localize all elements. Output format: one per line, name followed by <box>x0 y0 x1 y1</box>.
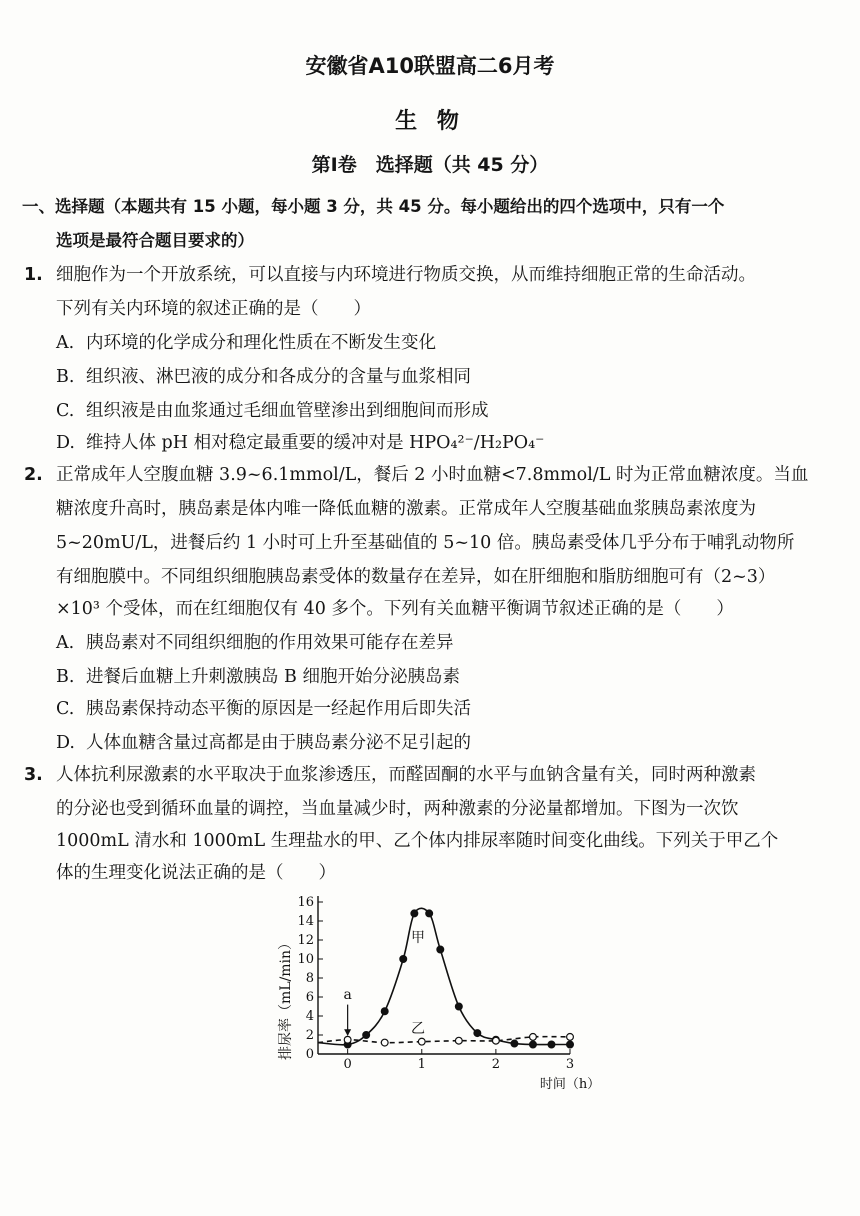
question-stem: 人体抗利尿激素的水平取决于血浆渗透压，而醛固酮的水平与血钠含量有关，同时两种激素 <box>56 765 756 785</box>
data-point <box>381 1039 388 1046</box>
option-text: 维持人体 pH 相对稳定最重要的缓冲对是 HPO₄²⁻/H₂PO₄⁻ <box>86 433 545 453</box>
option-c <box>56 398 489 424</box>
section-heading: 一、选择题（本题共有 15 小题，每小题 3 分，共 45 分。每小题给出的四个选项中，只有一个 <box>22 197 725 216</box>
chart-series <box>318 908 573 1048</box>
option-label: D. <box>56 433 75 453</box>
data-point <box>492 1037 499 1044</box>
option-text: 胰岛素保持动态平衡的原因是一经起作用后即失活 <box>86 699 471 719</box>
option-b <box>56 664 460 690</box>
option-text: 组织液是由血浆通过毛细血管壁渗出到细胞间而形成 <box>86 401 489 421</box>
question-stem: 的分泌也受到循环血量的调控，当血量减少时，两种激素的分泌量都增加。下图为一次饮 <box>56 799 739 819</box>
subject-title: 生 物 <box>395 109 465 134</box>
option-c <box>56 696 471 722</box>
data-point <box>381 1008 388 1015</box>
data-point <box>530 1034 537 1041</box>
y-tick-label: 16 <box>297 895 314 910</box>
option-b <box>56 364 471 390</box>
series-line-jia <box>318 908 570 1045</box>
question-1-line-1 <box>24 262 756 288</box>
question-stem: 5~20mU/L，进餐后约 1 小时可上升至基础值的 5~10 倍。胰岛素受体几乎分布于哺乳动物所 <box>56 533 795 553</box>
data-point <box>511 1040 518 1047</box>
data-point <box>455 1003 462 1010</box>
annotation-label: a <box>343 986 352 1003</box>
series-label: 甲 <box>411 929 426 946</box>
question-stem: 体的生理变化说法正确的是（ ） <box>56 863 336 883</box>
option-label: A. <box>56 333 75 353</box>
data-point <box>411 910 418 917</box>
y-tick-label: 14 <box>297 914 314 929</box>
option-label: B. <box>56 367 75 387</box>
option-label: C. <box>56 699 75 719</box>
option-text: 组织液、淋巴液的成分和各成分的含量与血浆相同 <box>86 367 471 387</box>
y-tick-label: 0 <box>305 1047 314 1062</box>
question-stem: 正常成年人空腹血糖 3.9~6.1mmol/L，餐后 2 小时血糖<7.8mmol/L 时为正常血糖浓度。当血 <box>56 465 809 485</box>
data-point <box>567 1034 574 1041</box>
option-text: 进餐后血糖上升刺激胰岛 B 细胞开始分泌胰岛素 <box>86 667 460 687</box>
question-stem: ×10³ 个受体，而在红细胞仅有 40 多个。下列有关血糖平衡调节叙述正确的是（ ） <box>56 599 734 619</box>
option-a <box>56 330 436 356</box>
question-stem: 糖浓度升高时，胰岛素是体内唯一降低血糖的激素。正常成年人空腹基础血浆胰岛素浓度为 <box>56 499 756 519</box>
question-3-line-1 <box>24 762 756 788</box>
series-label: 乙 <box>411 1021 426 1038</box>
data-point <box>363 1032 370 1039</box>
data-point <box>474 1030 481 1037</box>
data-point <box>530 1041 537 1048</box>
option-label: A. <box>56 633 75 653</box>
y-tick-label: 2 <box>305 1028 314 1043</box>
x-axis-label: 时间（h） <box>539 1077 601 1092</box>
question-stem: 下列有关内环境的叙述正确的是（ ） <box>56 299 371 319</box>
section-heading-cont: 选项是最符合题目要求的） <box>56 231 254 250</box>
option-text: 胰岛素对不同组织细胞的作用效果可能存在差异 <box>86 633 454 653</box>
question-2-line-1 <box>24 462 808 488</box>
x-tick-label: 0 <box>343 1057 352 1072</box>
data-point <box>437 946 444 953</box>
exam-title: 安徽省A10联盟高二6月考 <box>305 54 555 78</box>
data-point <box>455 1037 462 1044</box>
data-point <box>548 1041 555 1048</box>
option-d <box>56 430 544 456</box>
data-point <box>567 1041 574 1048</box>
y-tick-label: 6 <box>305 990 314 1005</box>
option-text: 人体血糖含量过高都是由于胰岛素分泌不足引起的 <box>86 733 471 753</box>
question-stem: 1000mL 清水和 1000mL 生理盐水的甲、乙个体内排尿率随时间变化曲线。下列关于甲乙个 <box>56 831 779 851</box>
data-point <box>418 1038 425 1045</box>
urine-rate-chart <box>270 888 620 1098</box>
option-label: D. <box>56 733 75 753</box>
option-label: C. <box>56 401 75 421</box>
question-number: 3. <box>24 765 43 785</box>
part-title: 第Ⅰ卷 选择题（共 45 分） <box>311 154 549 176</box>
y-tick-label: 4 <box>305 1009 314 1024</box>
data-point <box>400 956 407 963</box>
question-number: 1. <box>24 265 43 285</box>
annotation-arrowhead <box>344 1029 351 1036</box>
y-axis-label: 排尿率（mL/min） <box>278 935 294 1061</box>
option-a <box>56 630 454 656</box>
x-tick-label: 1 <box>417 1057 426 1072</box>
question-stem: 有细胞膜中。不同组织细胞胰岛素受体的数量存在差异，如在肝细胞和脂肪细胞可有（2~3） <box>56 567 776 587</box>
data-point <box>426 910 433 917</box>
data-point <box>344 1036 351 1043</box>
option-text: 内环境的化学成分和理化性质在不断发生变化 <box>86 333 436 353</box>
x-tick-label: 3 <box>565 1057 575 1072</box>
y-tick-label: 8 <box>305 971 314 986</box>
y-tick-label: 12 <box>297 933 314 948</box>
x-tick-label: 2 <box>491 1057 501 1072</box>
question-stem: 细胞作为一个开放系统，可以直接与内环境进行物质交换，从而维持细胞正常的生命活动。 <box>56 265 756 285</box>
y-tick-label: 10 <box>297 952 314 967</box>
option-label: B. <box>56 667 75 687</box>
question-number: 2. <box>24 465 43 485</box>
option-d <box>56 730 471 756</box>
